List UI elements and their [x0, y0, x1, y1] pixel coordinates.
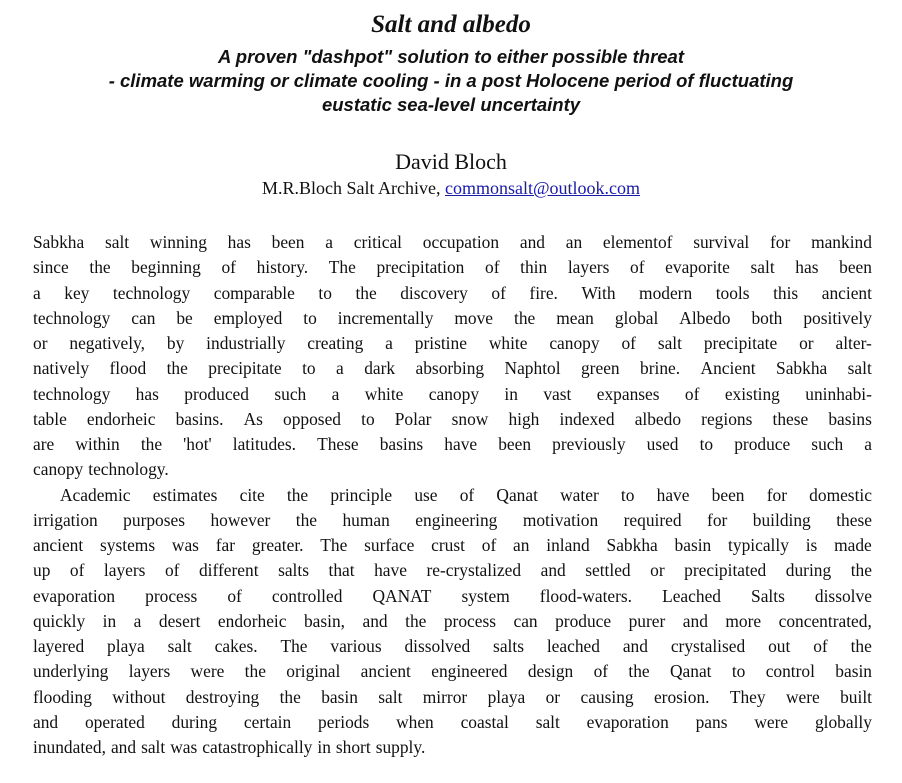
text-line: ancient systems was far greater. The surface crust of an inland Sabkha basin typically is made [33, 535, 872, 555]
text-line: a key technology comparable to the discovery of fire. With modern tools this ancient [33, 282, 872, 303]
author-name: David Bloch [395, 149, 507, 174]
text-line: irrigation purposes however the human engineering motivation required for building these [33, 509, 872, 530]
email-link[interactable]: commonsalt@outlook.com [444, 178, 641, 198]
body-text [33, 230, 872, 760]
paragraph [33, 483, 872, 761]
text-line: technology can be employed to incrementally move the mean global Albedo both positively [33, 307, 872, 328]
paper-title: Salt and albedo [371, 11, 531, 38]
text-line: natively flood the precipitate to a dark absorbing Naphtol green brine. Ancient Sabkha salt [33, 358, 872, 379]
affiliation-text: M.R.Bloch Salt Archive, [261, 178, 441, 198]
text-line: flooding without destroying the basin salt mirror playa or causing erosion. They were built [33, 686, 872, 707]
text-line: table endorheic basins. As opposed to Polar snow high indexed albedo regions these basins [33, 408, 872, 429]
author-affiliation [0, 176, 902, 200]
text-line: up of layers of different salts that have re-crystalized and settled or precipitated during the [33, 560, 872, 581]
text-line: and operated during certain periods when coastal salt evaporation pans were globally [33, 711, 872, 732]
subtitle-line: A proven "dashpot" solution to either possible threat [217, 46, 685, 67]
text-line: quickly in a desert endorheic basin, and the process can produce purer and more concentrated, [33, 610, 872, 631]
text-line: Sabkha salt winning has been a critical occupation and an elementof survival for mankind [33, 232, 872, 252]
text-line: since the beginning of history. The precipitation of thin layers of evaporite salt has been [33, 257, 872, 278]
text-line: evaporation process of controlled QANAT system flood-waters. Leached Salts dissolve [33, 585, 872, 606]
text-line: are within the 'hot' latitudes. These basins have been previously used to produce such a [33, 434, 872, 454]
text-line: layered playa salt cakes. The various dissolved salts leached and crystalised out of the [33, 636, 872, 656]
subtitle-line: - climate warming or climate cooling - in a post Holocene period of fluctuating [108, 70, 794, 91]
text-line: inundated, and salt was catastrophically in short supply. [33, 737, 426, 757]
subtitle-line: eustatic sea-level uncertainty [321, 94, 581, 115]
text-line: technology has produced such a white canopy in vast expanses of existing uninhabi- [33, 383, 872, 404]
text-line: or negatively, by industrially creating a pristine white canopy of salt precipitate or alter- [33, 333, 872, 353]
text-line: Academic estimates cite the principle use of Qanat water to have been for domestic [60, 484, 872, 505]
paragraph [33, 230, 872, 483]
text-line: canopy technology. [33, 459, 169, 480]
paper-subtitle [0, 45, 902, 117]
text-line: underlying layers were the original ancient engineered design of the Qanat to control basin [33, 661, 872, 682]
